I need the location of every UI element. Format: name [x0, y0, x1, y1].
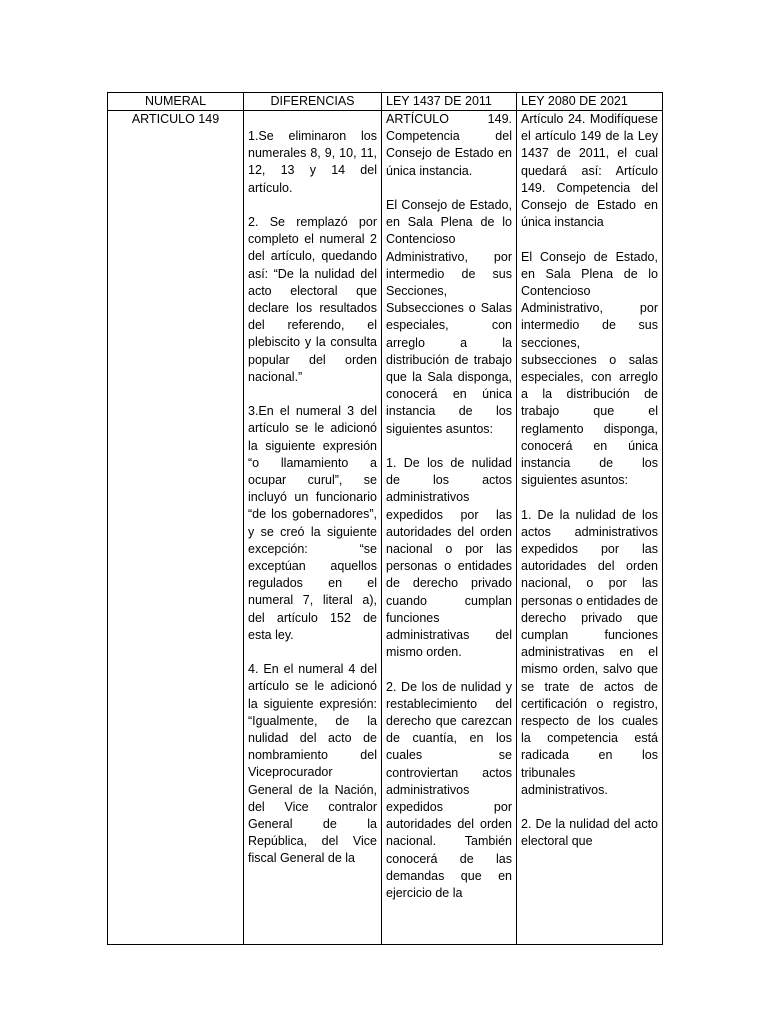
- header-ley-2080: LEY 2080 DE 2021: [517, 93, 663, 111]
- cell-numeral: [108, 111, 244, 945]
- ley-2080-paragraph: 2. De la nulidad del acto electoral que: [521, 817, 658, 849]
- diferencia-paragraph: 3.En el numeral 3 del artículo se le adicionó la siguiente expresión “o llamamiento a ocupar curul”, se incluyó un funcionario “de los gobernadores”, y se creó la siguiente excepción: “se exceptúan aquellos regulados en el numeral 7, literal a), del artículo 152 de esta ley.: [248, 404, 377, 642]
- diferencia-paragraph: 1.Se eliminaron los numerales 8, 9, 10, 11, 12, 13 y 14 del artículo.: [248, 129, 377, 195]
- header-diferencias: DIFERENCIAS: [244, 93, 382, 111]
- cell-ley-2080: [517, 111, 663, 945]
- header-ley-1437: LEY 1437 DE 2011: [382, 93, 517, 111]
- cell-ley-1437: [382, 111, 517, 945]
- header-row: [108, 93, 663, 111]
- cell-diferencias: [244, 111, 382, 945]
- ley-1437-paragraph: 1. De los de nulidad de los actos administrativos expedidos por las autoridades del orden nacional o por las personas o entidades de derecho privado cuando cumplan funciones administrativas del mismo orden.: [386, 456, 512, 660]
- diferencia-paragraph: 2. Se remplazó por completo el numeral 2 del artículo, quedando así: “De la nulidad del acto electoral que declare los resultados del referendo, el plebiscito y la consulta popular del orden nacional.”: [248, 215, 377, 384]
- header-numeral: NUMERAL: [108, 93, 244, 111]
- numeral-value: ARTICULO 149: [131, 112, 220, 126]
- comparison-table: [107, 92, 663, 945]
- ley-2080-paragraph: 1. De la nulidad de los actos administrativos expedidos por las autoridades del orden nacional, o por las personas o entidades de derecho privado que cumplan funciones administrativas en el mismo orden, salvo que se trate de actos de certificación o registro, respecto de los cuales la competencia está radicada en los tribunales administrativos.: [521, 507, 658, 797]
- ley-1437-paragraph: ARTÍCULO 149. Competencia del Consejo de Estado en única instancia.: [386, 112, 512, 178]
- diferencia-paragraph: 4. En el numeral 4 del artículo se le adicionó la siguiente expresión: “Igualmente, de la nulidad del acto de nombramiento del Viceprocurador General de la Nación, del Vice contralor General de la República, del Vice fiscal General de la: [248, 662, 377, 866]
- ley-1437-paragraph: 2. De los de nulidad y restablecimiento del derecho que carezcan de cuantía, en los cuales se controviertan actos administrativos expedidos por autoridades del orden nacional. También conocerá de las demandas que en ejercicio de la: [386, 679, 512, 901]
- ley-1437-paragraph: El Consejo de Estado, en Sala Plena de lo Contencioso Administrativo, por intermedio de sus Secciones, Subsecciones o Salas especiales, con arreglo a la distribución de trabajo que la Sala disponga, conocerá en única instancia de los siguientes asuntos:: [386, 198, 512, 436]
- ley-2080-paragraph: El Consejo de Estado, en Sala Plena de lo Contencioso Administrativo, por intermedio de sus secciones, subsecciones o salas especiales, con arreglo a la distribución de trabajo que el reglamento disponga, conocerá en única instancia de los siguientes asuntos:: [521, 249, 658, 488]
- ley-2080-paragraph: Artículo 24. Modifíquese el artículo 149 de la Ley 1437 de 2011, el cual quedará así: Artículo 149. Competencia del Consejo de Estado en única instancia: [521, 112, 658, 230]
- table-row: [108, 111, 663, 945]
